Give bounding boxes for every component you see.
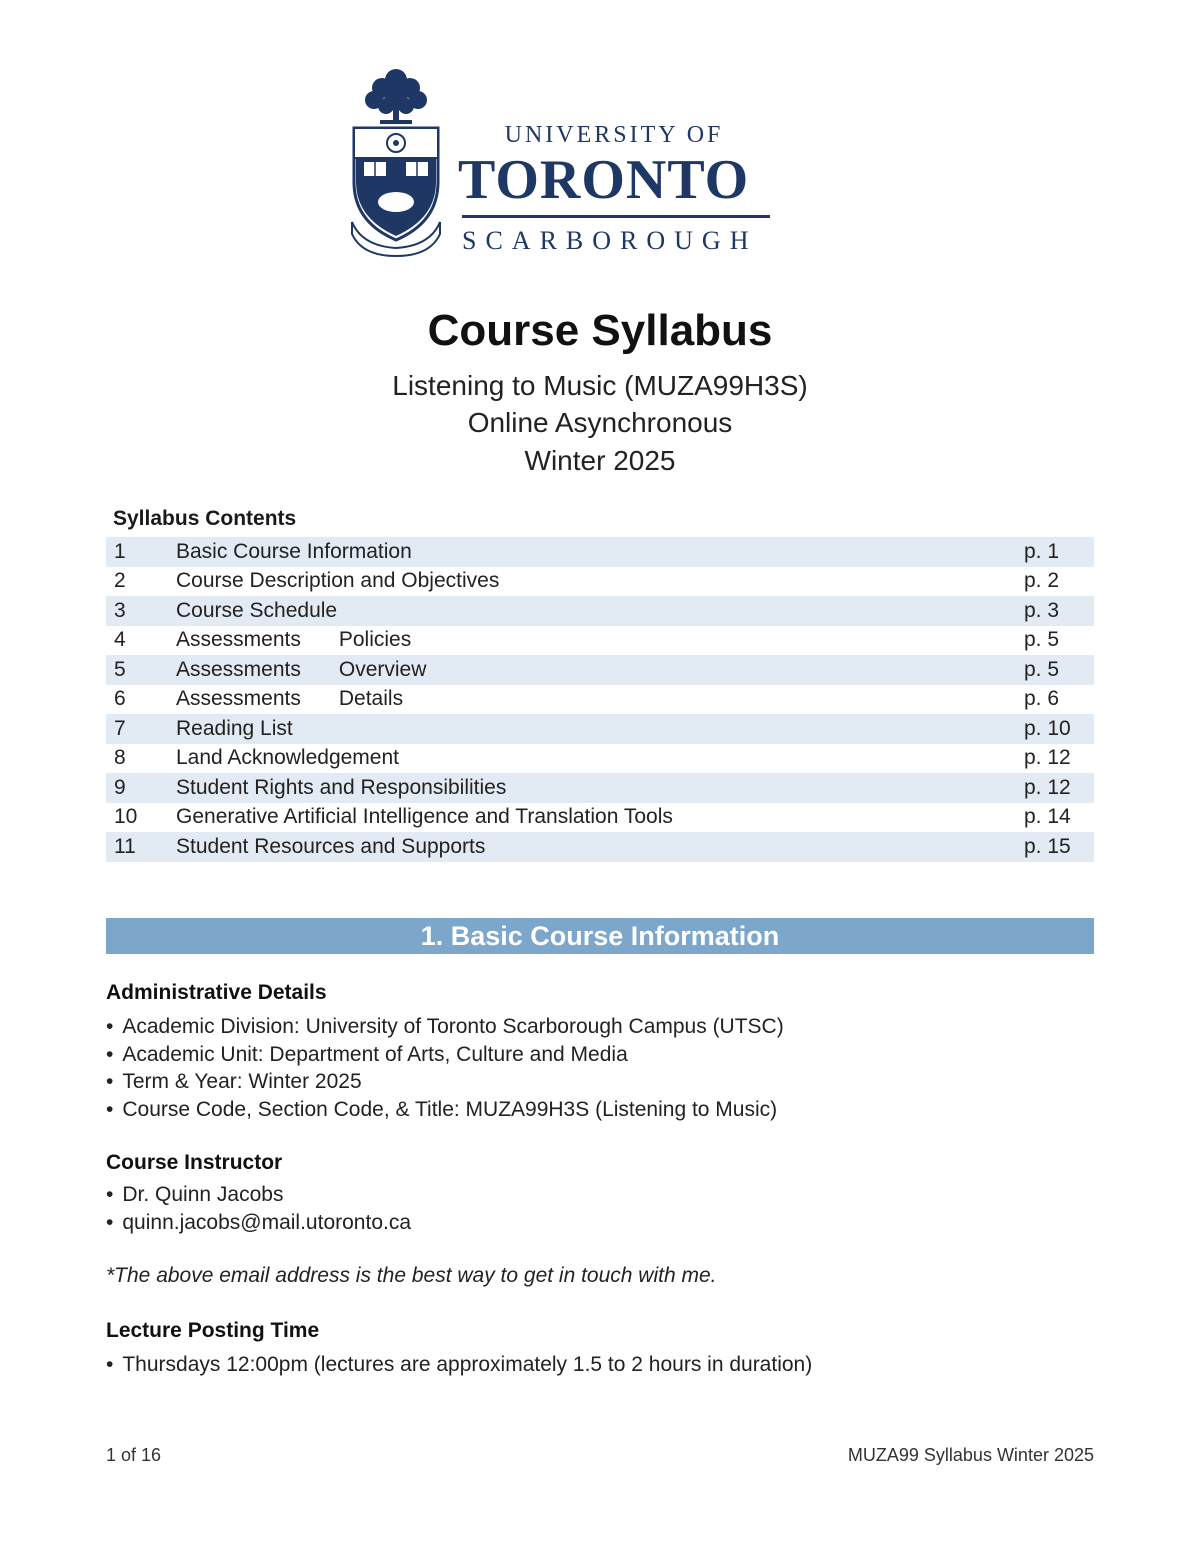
toc-row[interactable] [106, 655, 1094, 685]
toc-number: 4 [114, 628, 126, 652]
toc-label-sub: Policies [338, 628, 412, 652]
toc-page: p. 5 [1024, 628, 1060, 652]
instructor-heading: Course Instructor [106, 1151, 283, 1174]
toc-row[interactable] [106, 537, 1094, 567]
logo-line-scarborough: SCARBOROUGH [462, 226, 758, 255]
toc-number: 7 [114, 716, 126, 740]
subtitle-term: Winter 2025 [524, 445, 676, 476]
university-logo [350, 62, 790, 262]
toc-page: p. 3 [1024, 598, 1060, 622]
toc-number: 10 [114, 805, 138, 829]
toc-page: p. 5 [1024, 657, 1060, 681]
toc-label: Basic Course Information [176, 539, 412, 563]
toc-page: p. 1 [1024, 539, 1060, 563]
toc-number: 8 [114, 746, 126, 770]
toc-label: Course Schedule [176, 598, 338, 622]
toc-row[interactable] [106, 744, 1094, 774]
posting-time-list [106, 1351, 812, 1379]
contents-heading: Syllabus Contents [113, 507, 297, 530]
toc-number: 5 [114, 657, 126, 681]
toc-row[interactable] [106, 596, 1094, 626]
admin-details-heading: Administrative Details [106, 981, 327, 1004]
toc-label [176, 658, 1024, 682]
toc-row[interactable] [106, 626, 1094, 656]
list-item: • Academic Division: University of Toronto Scarborough Campus (UTSC) [106, 1013, 784, 1041]
contact-note: *The above email address is the best way to get in touch with me. [106, 1264, 717, 1287]
toc-page: p. 12 [1024, 775, 1071, 799]
toc-number: 6 [114, 687, 126, 711]
toc-row[interactable] [106, 832, 1094, 862]
toc-page: p. 2 [1024, 569, 1060, 593]
section-heading-basic-info: 1. Basic Course Information [106, 918, 1094, 954]
toc-label: Land Acknowledgement [176, 746, 399, 770]
list-item: • Term & Year: Winter 2025 [106, 1068, 784, 1096]
toc-label: Student Resources and Supports [176, 834, 486, 858]
toc-label-main: Assessments [176, 687, 301, 711]
instructor-email-link[interactable]: • quinn.jacobs@mail.utoronto.ca [106, 1209, 411, 1237]
toc-row[interactable] [106, 685, 1094, 715]
page-title: Course Syllabus [427, 306, 773, 355]
page-number: 1 of 16 [106, 1445, 162, 1465]
toc-row[interactable] [106, 773, 1094, 803]
footer-doc-title: MUZA99 Syllabus Winter 2025 [847, 1445, 1094, 1465]
toc-label: Student Rights and Responsibilities [176, 775, 507, 799]
list-item: • Academic Unit: Department of Arts, Culture and Media [106, 1041, 784, 1069]
logo-wordmark [458, 122, 790, 256]
toc-label [176, 687, 1024, 711]
toc-label-sub: Details [338, 687, 404, 711]
toc-row[interactable] [106, 803, 1094, 833]
instructor-list [106, 1181, 411, 1236]
subtitle-course: Listening to Music (MUZA99H3S) [392, 370, 808, 401]
toc-number: 2 [114, 569, 126, 593]
list-item: • Course Code, Section Code, & Title: MUZA99H3S (Listening to Music) [106, 1096, 784, 1124]
admin-details-list [106, 1013, 784, 1123]
toc-number: 1 [114, 539, 126, 563]
posting-time-heading: Lecture Posting Time [106, 1319, 320, 1342]
toc-label [176, 628, 1024, 652]
toc-page: p. 14 [1024, 805, 1071, 829]
logo-line-university: UNIVERSITY OF [504, 122, 724, 148]
toc-number: 9 [114, 775, 126, 799]
toc-row[interactable] [106, 567, 1094, 597]
toc-number: 11 [114, 834, 136, 858]
toc-page: p. 10 [1024, 716, 1071, 740]
toc-label-sub: Overview [338, 657, 427, 681]
toc-label: Generative Artificial Intelligence and Translation Tools [176, 805, 673, 829]
toc-page: p. 12 [1024, 746, 1071, 770]
toc-number: 3 [114, 598, 126, 622]
toc-label: Reading List [176, 716, 293, 740]
list-item: • Thursdays 12:00pm (lectures are approximately 1.5 to 2 hours in duration) [106, 1351, 812, 1379]
toc-label: Course Description and Objectives [176, 569, 500, 593]
toc-page: p. 6 [1024, 687, 1060, 711]
toc-label-main: Assessments [176, 628, 301, 652]
subtitle-format: Online Asynchronous [467, 407, 733, 438]
logo-divider [462, 215, 770, 218]
toc-row[interactable] [106, 714, 1094, 744]
logo-line-toronto: TORONTO [458, 149, 750, 211]
instructor-name: • Dr. Quinn Jacobs [106, 1181, 411, 1209]
crest-icon [350, 62, 442, 258]
syllabus-contents-table [106, 537, 1094, 862]
toc-page: p. 15 [1024, 834, 1071, 858]
toc-label-main: Assessments [176, 657, 301, 681]
